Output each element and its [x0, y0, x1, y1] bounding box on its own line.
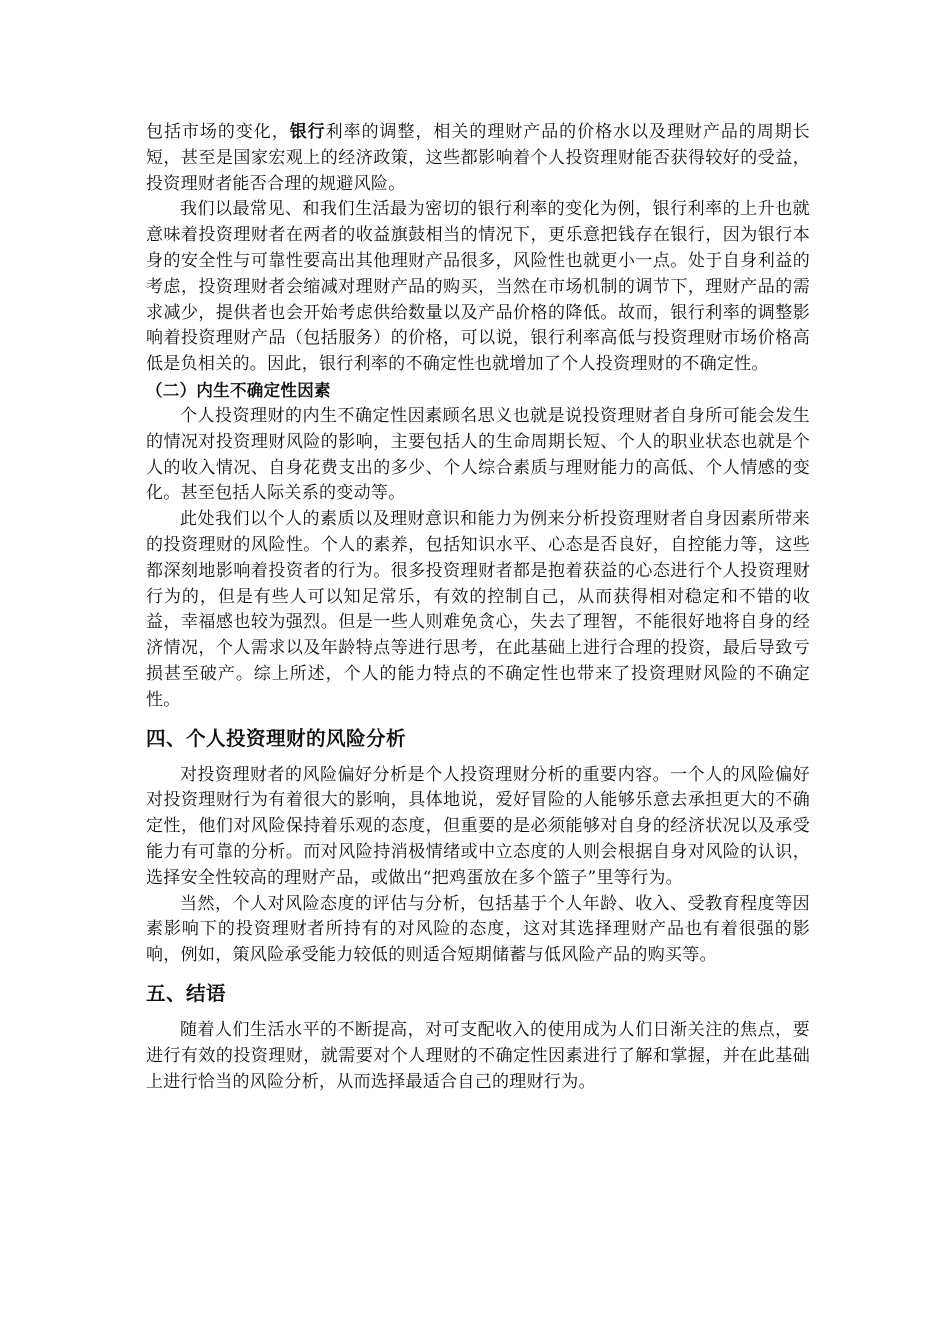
document-page: [146, 120, 810, 1095]
paragraph-bank-rate: 我们以最常见、和我们生活最为密切的银行利率的变化为例，银行利率的上升也就意味着投资理财者在两者的收益旗鼓相当的情况下，更乐意把钱存在银行，因为银行本身的安全性与可靠性要高出其他理财产品很多，风险性也就更小一点。处于自身利益的考虑，投资理财者会缩减对理财产品的购买，当然在市场机制的调节下，理财产品的需求减少，提供者也会开始考虑供给数量以及产品价格的降低。故而，银行利率的调整影响着投资理财产品（包括服务）的价格，可以说，银行利率高低与投资理财市场价格高低是负相关的。因此，银行利率的不确定性也就增加了个人投资理财的不确定性。: [146, 199, 810, 375]
paragraph-personal-quality: 此处我们以个人的素质以及理财意识和能力为例来分析投资理财者自身因素所带来的投资理财的风险性。个人的素养，包括知识水平、心态是否良好，自控能力等，这些都深刻地影响着投资者的行为。很多投资理财者都是抱着获益的心态进行个人投资理财行为的，但是有些人可以知足常乐，有效的控制自己，从而获得相对稳定和不错的收益，幸福感也较为强烈。但是一些人则难免贪心，失去了理智，不能很好地将自身的经济情况，个人需求以及年龄特点等进行思考，在此基础上进行合理的投资，最后导致亏损甚至破产。综上所述，个人的能力特点的不确定性也带来了投资理财风险的不确定性。: [146, 509, 810, 710]
heading-risk-analysis: 四、个人投资理财的风险分析: [146, 726, 407, 750]
paragraph-text: 利率的调整，相关的理财产品的价格水以及理财产品的周期长短，甚至是国家宏观上的经济政策，这些都影响着个人投资理财能否获得较好的受益，投资理财者能否合理的规避风险。: [146, 122, 810, 194]
heading-conclusion: 五、结语: [146, 981, 227, 1005]
paragraph-text: 包括市场的变化，: [146, 122, 290, 142]
paragraph-conclusion: 随着人们生活水平的不断提高，对可支配收入的使用成为人们日渐关注的焦点，要进行有效的投资理财，就需要对个人理财的不确定性因素进行了解和掌握，并在此基础上进行恰当的风险分析，从而选择最适合自己的理财行为。: [146, 1019, 810, 1092]
paragraph-risk-preference: 对投资理财者的风险偏好分析是个人投资理财分析的重要内容。一个人的风险偏好对投资理财行为有着很大的影响，具体地说，爱好冒险的人能够乐意去承担更大的不确定性，他们对风险保持着乐观的态度，但重要的是必须能够对自身的经济状况以及承受能力有可靠的分析。而对风险持消极情绪或中立态度的人则会根据自身对风险的认识，选择安全性较高的理财产品，或做出“把鸡蛋放在多个篮子”里等行为。: [146, 764, 810, 888]
paragraph-risk-attitude: 当然，个人对风险态度的评估与分析，包括基于个人年龄、收入、受教育程度等因素影响下的投资理财者所持有的对风险的态度，这对其选择理财产品也有着很强的影响，例如，策风险承受能力较低的则适合短期储蓄与低风险产品的购买等。: [146, 893, 810, 966]
bold-term: 银行: [289, 122, 326, 142]
paragraph-endogenous-intro: 个人投资理财的内生不确定性因素顾名思义也就是说投资理财者自身所可能会发生的情况对投资理财风险的影响，主要包括人的生命周期长短、个人的职业状态也就是个人的收入情况、自身花费支出的多少、个人综合素质与理财能力的高低、个人情感的变化。甚至包括人际关系的变动等。: [146, 405, 810, 504]
paragraph-continued: [146, 120, 810, 197]
subheading-endogenous: （二）内生不确定性因素: [146, 380, 331, 400]
